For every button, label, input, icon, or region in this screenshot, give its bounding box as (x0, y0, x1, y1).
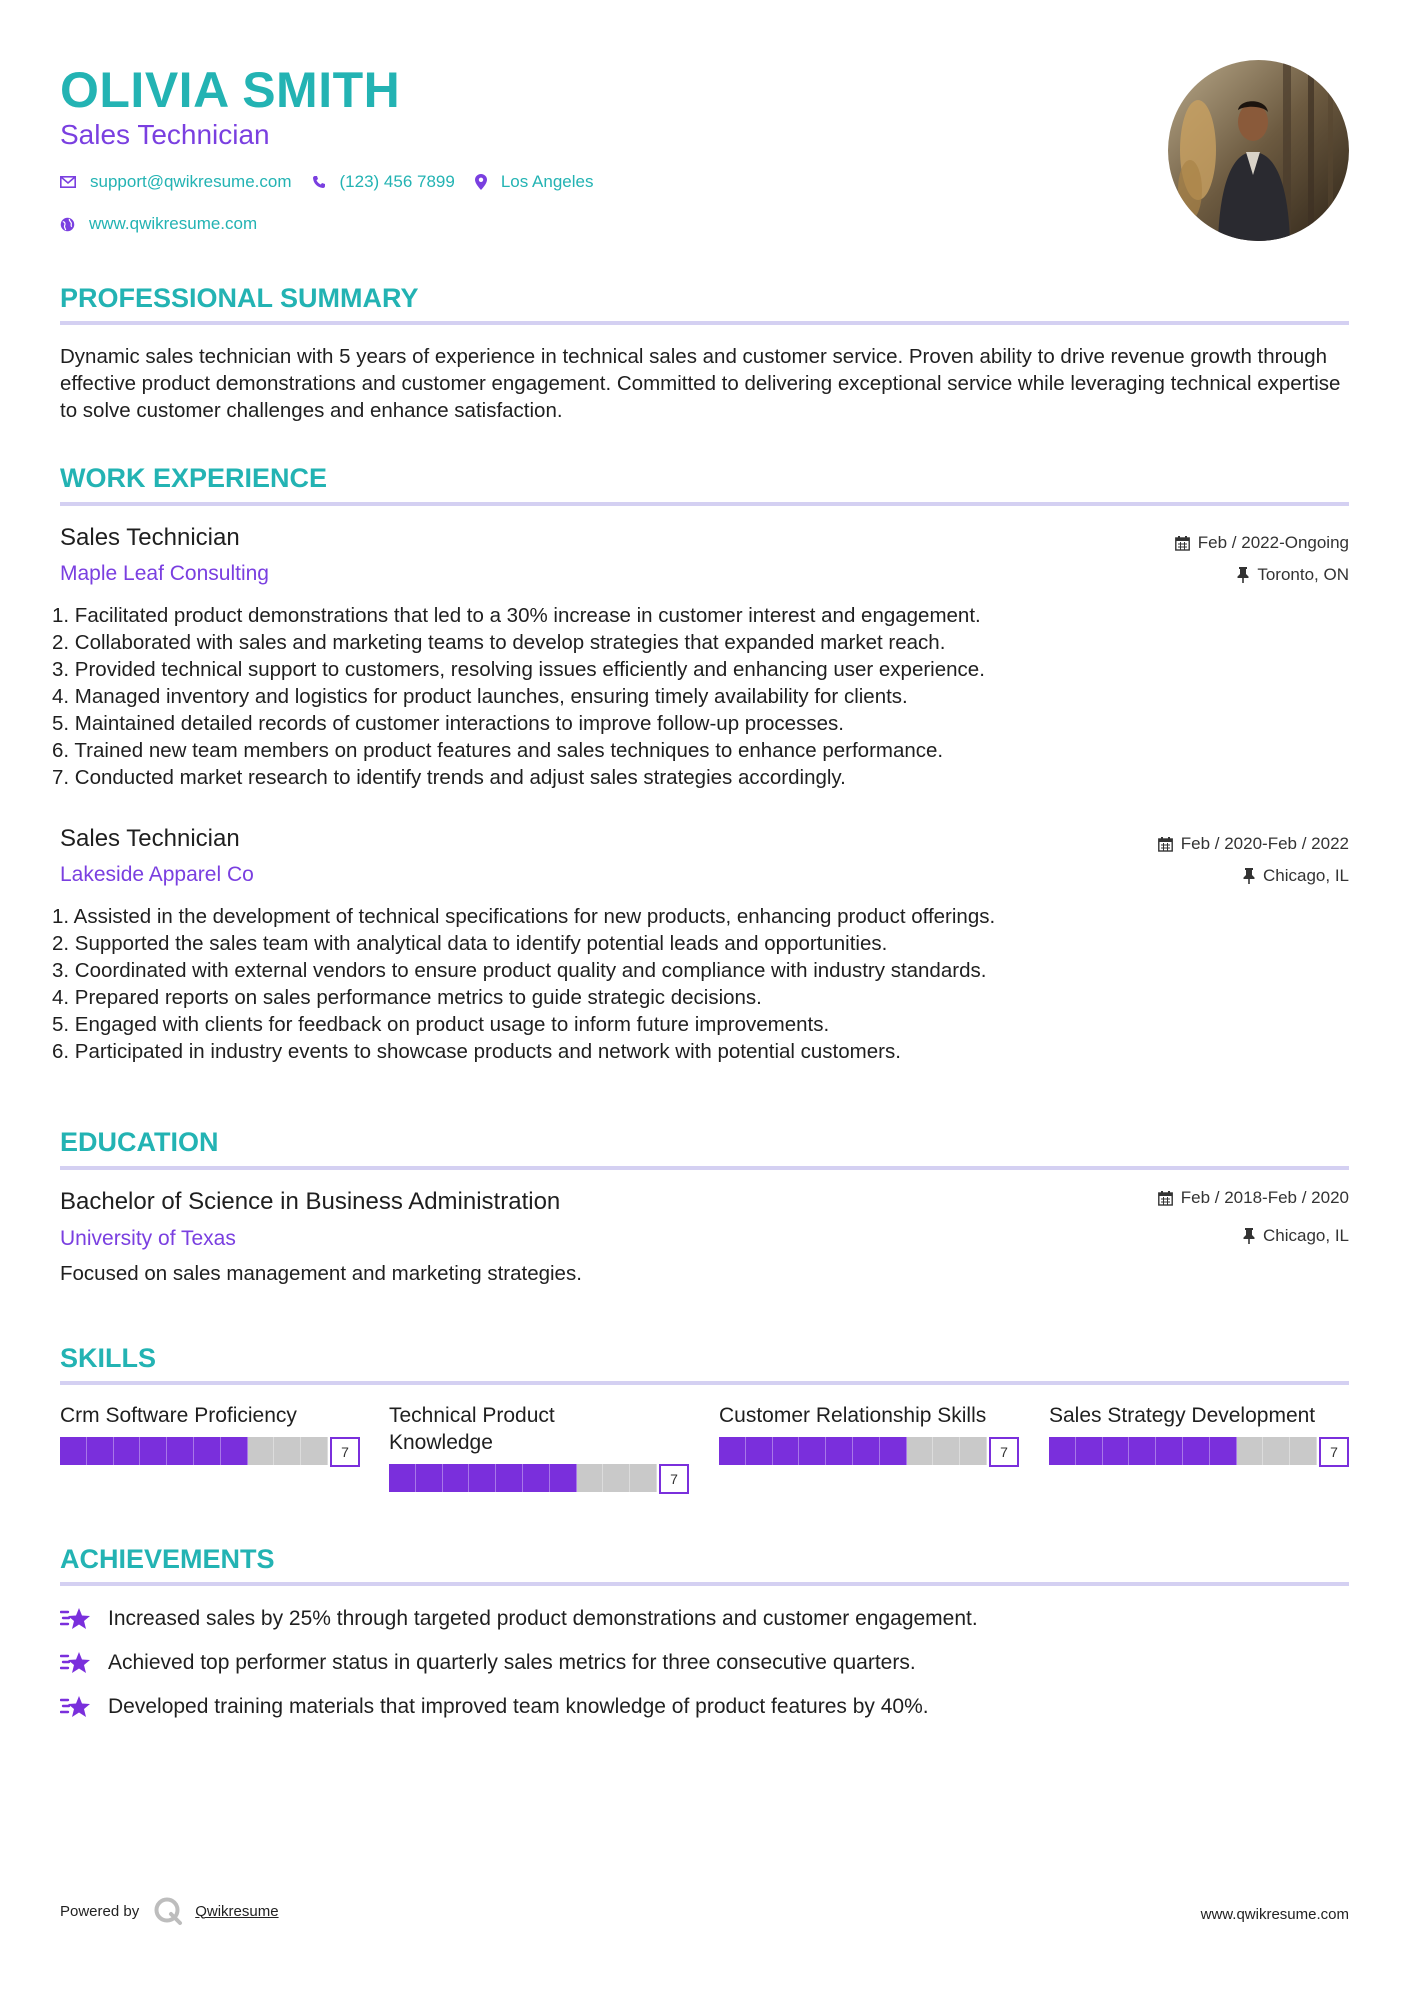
skill-meter (60, 1437, 360, 1467)
skill-segment-filled (1103, 1437, 1130, 1465)
list-item: 6. Participated in industry events to showcase products and network with potential customers. (52, 1040, 901, 1063)
skill-segment-filled (221, 1437, 248, 1465)
skill-segment-filled (746, 1437, 773, 1465)
skill-name: Crm Software Proficiency (60, 1404, 297, 1427)
list-item: 3. Provided technical support to customers, resolving issues efficiently and enhancing user experience. (52, 658, 985, 681)
profile-photo (1168, 60, 1349, 241)
job-bullets (52, 903, 1252, 1065)
skill-segment-filled (114, 1437, 141, 1465)
education-dates-text: Feb / 2018-Feb / 2020 (1180, 1188, 1349, 1207)
shooting-star-icon (60, 1606, 92, 1632)
divider (60, 1381, 1349, 1385)
calendar-icon (1158, 1191, 1173, 1206)
skill-segment-filled (194, 1437, 221, 1465)
skill-segment-empty (933, 1437, 960, 1465)
school-name: University of Texas (60, 1227, 236, 1250)
skill-segment-filled (1076, 1437, 1103, 1465)
skill-level-badge: 7 (989, 1437, 1019, 1467)
skill-meter (719, 1437, 1019, 1467)
skill-name: Customer Relationship Skills (719, 1404, 987, 1427)
section-heading-skills: SKILLS (60, 1343, 157, 1373)
achievement-item (60, 1693, 929, 1721)
skill-segment-filled (1129, 1437, 1156, 1465)
location-text: Los Angeles (500, 172, 594, 191)
skill-segment-filled (443, 1464, 470, 1492)
skill-segment-filled (799, 1437, 826, 1465)
pushpin-icon (1243, 1228, 1255, 1244)
list-item: 5. Engaged with clients for feedback on product usage to inform future improvements. (52, 1013, 830, 1036)
list-item: 5. Maintained detailed records of customer interactions to improve follow-up processes. (52, 712, 844, 735)
job-location-text: Toronto, ON (1257, 565, 1349, 584)
skill-segment-filled (826, 1437, 853, 1465)
skill-bar (1049, 1437, 1317, 1465)
list-item: 1. Facilitated product demonstrations that led to a 30% increase in customer interest and engagement. (52, 604, 981, 627)
website-text: www.qwikresume.com (89, 214, 258, 233)
job-dates-text: Feb / 2020-Feb / 2022 (1180, 834, 1349, 853)
powered-by-label: Powered by (60, 1902, 140, 1920)
company-name: Lakeside Apparel Co (60, 863, 254, 886)
job-title: Sales Technician (60, 825, 240, 852)
calendar-icon (1175, 536, 1190, 551)
footer-website[interactable]: www.qwikresume.com (1200, 1906, 1349, 1923)
website-row (60, 214, 277, 234)
achievement-text: Achieved top performer status in quarterly sales metrics for three consecutive quarters. (108, 1651, 916, 1674)
skill-bar (60, 1437, 328, 1465)
footer-powered-by (60, 1896, 279, 1926)
company-name: Maple Leaf Consulting (60, 562, 269, 585)
list-item: 7. Conducted market research to identify trends and adjust sales strategies accordingly. (52, 766, 846, 789)
section-heading-experience: WORK EXPERIENCE (60, 463, 328, 493)
job-dates (1175, 532, 1349, 554)
skill-segment-filled (496, 1464, 523, 1492)
skill-segment-filled (167, 1437, 194, 1465)
skill-level-badge: 7 (1319, 1437, 1349, 1467)
skill-name: Technical Product Knowledge (389, 1404, 555, 1454)
pushpin-icon (1243, 868, 1255, 884)
education-dates (1158, 1187, 1349, 1209)
skill-segment-filled (1156, 1437, 1183, 1465)
skill-meter (1049, 1437, 1349, 1467)
list-item: 6. Trained new team members on product features and sales techniques to enhance performance. (52, 739, 944, 762)
job-location (1237, 564, 1349, 586)
qwikresume-logo-icon (153, 1896, 183, 1926)
candidate-title: Sales Technician (60, 119, 270, 150)
education-location (1243, 1225, 1349, 1247)
email-item[interactable] (60, 172, 292, 192)
skill-segment-filled (773, 1437, 800, 1465)
job-title: Sales Technician (60, 524, 240, 551)
achievement-text: Increased sales by 25% through targeted product demonstrations and customer engagement. (108, 1607, 978, 1630)
skill-segment-empty (577, 1464, 604, 1492)
email-text: support@qwikresume.com (90, 172, 292, 191)
job-location (1243, 865, 1349, 887)
skill-segment-empty (630, 1464, 657, 1492)
skill-segment-filled (60, 1437, 87, 1465)
skill-bar (719, 1437, 987, 1465)
skill-segment-empty (274, 1437, 301, 1465)
shooting-star-icon (60, 1694, 92, 1720)
summary-text: Dynamic sales technician with 5 years of experience in technical sales and customer service. Proven ability to drive revenue growth through effective product demonstrations and customer engagement. Committed to delivering exceptional service while leveraging technical expertise to solve customer challenges and enhance satisfaction. (60, 345, 1341, 422)
list-item: 2. Collaborated with sales and marketing teams to develop strategies that expanded market reach. (52, 631, 946, 654)
skill-name: Sales Strategy Development (1049, 1404, 1316, 1427)
skill-segment-filled (389, 1464, 416, 1492)
skill-segment-empty (248, 1437, 275, 1465)
skill-item (719, 1402, 1019, 1467)
divider (60, 321, 1349, 325)
degree-title: Bachelor of Science in Business Administration (60, 1188, 561, 1215)
skill-segment-filled (469, 1464, 496, 1492)
phone-item[interactable] (312, 172, 455, 192)
skill-meter (389, 1464, 689, 1494)
map-pin-icon (475, 174, 487, 190)
skill-segment-filled (853, 1437, 880, 1465)
list-item: 1. Assisted in the development of technical specifications for new products, enhancing product offerings. (52, 905, 996, 928)
achievement-item (60, 1649, 916, 1677)
qwikresume-link[interactable]: Qwikresume (195, 1902, 279, 1920)
divider (60, 502, 1349, 506)
skill-segment-empty (907, 1437, 934, 1465)
calendar-icon (1158, 837, 1173, 852)
globe-icon (60, 217, 75, 232)
skill-segment-empty (1237, 1437, 1264, 1465)
education-location-text: Chicago, IL (1263, 1226, 1349, 1245)
job-dates-text: Feb / 2022-Ongoing (1197, 533, 1349, 552)
skill-level-badge: 7 (659, 1464, 689, 1494)
skill-segment-empty (960, 1437, 987, 1465)
section-heading-education: EDUCATION (60, 1127, 219, 1157)
contact-row (60, 172, 613, 192)
pushpin-icon (1237, 567, 1249, 583)
skill-segment-filled (416, 1464, 443, 1492)
skill-segment-filled (1049, 1437, 1076, 1465)
skill-item (1049, 1402, 1349, 1467)
education-description: Focused on sales management and marketing strategies. (60, 1262, 582, 1285)
job-bullets (52, 602, 1252, 791)
skill-segment-filled (880, 1437, 907, 1465)
section-heading-achievements: ACHIEVEMENTS (60, 1544, 275, 1574)
skill-segment-filled (523, 1464, 550, 1492)
job-location-text: Chicago, IL (1263, 866, 1349, 885)
divider (60, 1582, 1349, 1586)
section-heading-summary: PROFESSIONAL SUMMARY (60, 283, 419, 313)
location-item (475, 172, 594, 192)
portrait-image (1168, 60, 1349, 241)
skill-segment-filled (1210, 1437, 1237, 1465)
skill-segment-filled (719, 1437, 746, 1465)
skill-segment-filled (140, 1437, 167, 1465)
phone-text: (123) 456 7899 (339, 172, 455, 191)
list-item: 3. Coordinated with external vendors to ensure product quality and compliance with industry standards. (52, 959, 987, 982)
shooting-star-icon (60, 1650, 92, 1676)
website-item[interactable] (60, 214, 257, 234)
achievement-item (60, 1605, 978, 1633)
skill-level-badge: 7 (330, 1437, 360, 1467)
skill-segment-filled (1183, 1437, 1210, 1465)
achievement-text: Developed training materials that improved team knowledge of product features by 40%. (108, 1695, 929, 1718)
job-dates (1158, 833, 1349, 855)
skill-segment-filled (87, 1437, 114, 1465)
skill-segment-empty (1263, 1437, 1290, 1465)
skill-segment-filled (550, 1464, 577, 1492)
divider (60, 1166, 1349, 1170)
list-item: 4. Managed inventory and logistics for product launches, ensuring timely availability for clients. (52, 685, 908, 708)
skill-segment-empty (1290, 1437, 1317, 1465)
skill-bar (389, 1464, 657, 1492)
phone-icon (312, 175, 326, 189)
list-item: 2. Supported the sales team with analytical data to identify potential leads and opportunities. (52, 932, 888, 955)
skill-segment-empty (603, 1464, 630, 1492)
skill-segment-empty (301, 1437, 328, 1465)
skill-item (389, 1402, 689, 1494)
skill-item (60, 1402, 360, 1467)
list-item: 4. Prepared reports on sales performance metrics to guide strategic decisions. (52, 986, 762, 1009)
candidate-name: OLIVIA SMITH (60, 62, 401, 118)
envelope-icon (60, 176, 76, 188)
